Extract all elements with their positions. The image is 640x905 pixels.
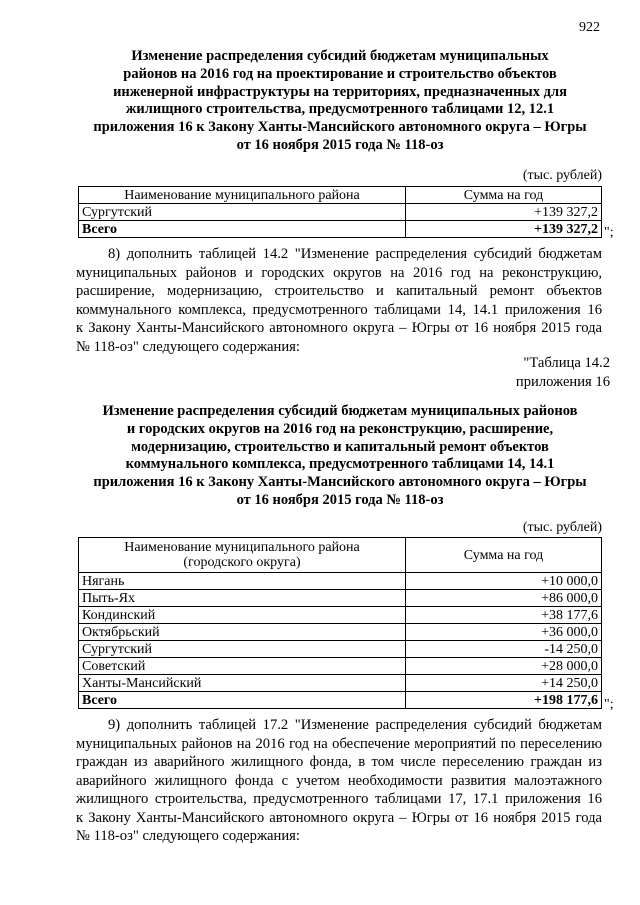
caption-line: приложения 16 <box>515 373 610 390</box>
text-line: муниципальных районов на 2016 год на обеспечение мероприятий по переселению <box>76 735 602 752</box>
paragraph-9 <box>76 716 602 846</box>
row-name: Ханты-Мансийский <box>79 675 406 692</box>
total-sum: +139 327,2 <box>406 221 602 238</box>
section2-title <box>50 403 630 510</box>
table-caption <box>470 354 610 391</box>
title-line: коммунального комплекса, предусмотренного таблицами 14, 14.1 <box>125 456 555 473</box>
units-label: (тыс. рублей) <box>522 168 602 183</box>
row-sum: +36 000,0 <box>406 624 602 641</box>
page-number: 922 <box>579 20 600 35</box>
table-row <box>79 573 602 590</box>
paragraph-8 <box>76 245 602 356</box>
title-line: Изменение распределения субсидий бюджетам муниципальных <box>131 48 549 64</box>
row-sum: +86 000,0 <box>406 590 602 607</box>
header-sum: Сумма на год <box>406 187 602 204</box>
row-name: Советский <box>79 658 406 675</box>
header-name-line: (городского округа) <box>183 555 301 570</box>
text-line: № 118-оз" следующего содержания: <box>76 338 300 355</box>
table-total-row <box>79 221 602 238</box>
row-name: Сургутский <box>79 641 406 658</box>
title-line: районов на 2016 год на проектирование и строительство объектов <box>123 65 557 82</box>
row-name: Сургутский <box>79 204 406 221</box>
subsidy-table-1 <box>78 186 602 238</box>
table-row <box>79 658 602 675</box>
header-name <box>79 538 406 573</box>
text-line: муниципальных районов и городских округов на 2016 год на реконструкцию, <box>76 264 602 281</box>
closing-quote: "; <box>604 697 614 712</box>
title-line: Изменение распределения субсидий бюджетам муниципальных районов <box>102 403 578 419</box>
text-line: 8) дополнить таблицей 14.2 "Изменение распределения субсидий бюджетам <box>108 246 602 262</box>
table-header-row <box>79 187 602 204</box>
row-sum: +38 177,6 <box>406 607 602 624</box>
title-line: от 16 ноября 2015 года № 118-оз <box>236 491 444 508</box>
table-row <box>79 590 602 607</box>
table-row <box>79 675 602 692</box>
text-line: № 118-оз" следующего содержания: <box>76 828 300 844</box>
table-row <box>79 607 602 624</box>
row-name: Кондинский <box>79 607 406 624</box>
caption-line: "Таблица 14.2 <box>523 355 610 371</box>
text-line: аварийного жилищного фонда с учетом необходимости развития малоэтажного <box>76 772 602 789</box>
row-sum: -14 250,0 <box>406 641 602 658</box>
table-row <box>79 624 602 641</box>
row-sum: +139 327,2 <box>406 204 602 221</box>
section1-title <box>60 48 620 155</box>
title-line: жилищного строительства, предусмотренного таблицами 12, 12.1 <box>125 101 555 118</box>
table-total-row <box>79 692 602 709</box>
table-row <box>79 641 602 658</box>
title-line: приложения 16 к Закону Ханты-Мансийского автономного округа – Югры <box>93 474 587 491</box>
units-label: (тыс. рублей) <box>522 520 602 535</box>
header-sum: Сумма на год <box>406 538 602 573</box>
row-name: Нягань <box>79 573 406 590</box>
row-sum: +10 000,0 <box>406 573 602 590</box>
title-line: от 16 ноября 2015 года № 118-оз <box>236 136 444 153</box>
text-line: граждан из аварийного жилищного фонда, в том числе переселению граждан из <box>76 754 602 770</box>
row-name: Октябрьский <box>79 624 406 641</box>
total-sum: +198 177,6 <box>406 692 602 709</box>
text-line: к Закону Ханты-Мансийского автономного округа – Югры от 16 ноября 2015 года <box>76 320 602 336</box>
row-name: Пыть-Ях <box>79 590 406 607</box>
table-header-row <box>79 538 602 573</box>
header-name-line: Наименование муниципального района <box>124 540 360 555</box>
title-line: и городских округов на 2016 год на реконструкцию, расширение, <box>126 420 554 437</box>
header-name: Наименование муниципального района <box>79 187 406 204</box>
text-line: к Закону Ханты-Мансийского автономного округа – Югры от 16 ноября 2015 года <box>76 809 602 826</box>
subsidy-table-2 <box>78 537 602 709</box>
closing-quote: "; <box>604 225 614 240</box>
text-line: 9) дополнить таблицей 17.2 "Изменение распределения субсидий бюджетам <box>108 717 602 733</box>
row-sum: +14 250,0 <box>406 675 602 692</box>
title-line: модернизацию, строительство и капитальный ремонт объектов <box>131 438 549 455</box>
text-line: коммунального комплекса, предусмотренного таблицами 14, 14.1 приложения 16 <box>76 301 602 318</box>
row-sum: +28 000,0 <box>406 658 602 675</box>
text-line: расширение, модернизацию, строительство и капитальный ремонт объектов <box>76 283 602 299</box>
total-label: Всего <box>79 692 406 709</box>
text-line: жилищного строительства, предусмотренного таблицами 17, 17.1 приложения 16 <box>76 791 602 807</box>
title-line: инженерной инфраструктуры на территориях, предназначенных для <box>113 83 567 100</box>
total-label: Всего <box>79 221 406 238</box>
table-row <box>79 204 602 221</box>
title-line: приложения 16 к Закону Ханты-Мансийского автономного округа – Югры <box>93 119 587 136</box>
